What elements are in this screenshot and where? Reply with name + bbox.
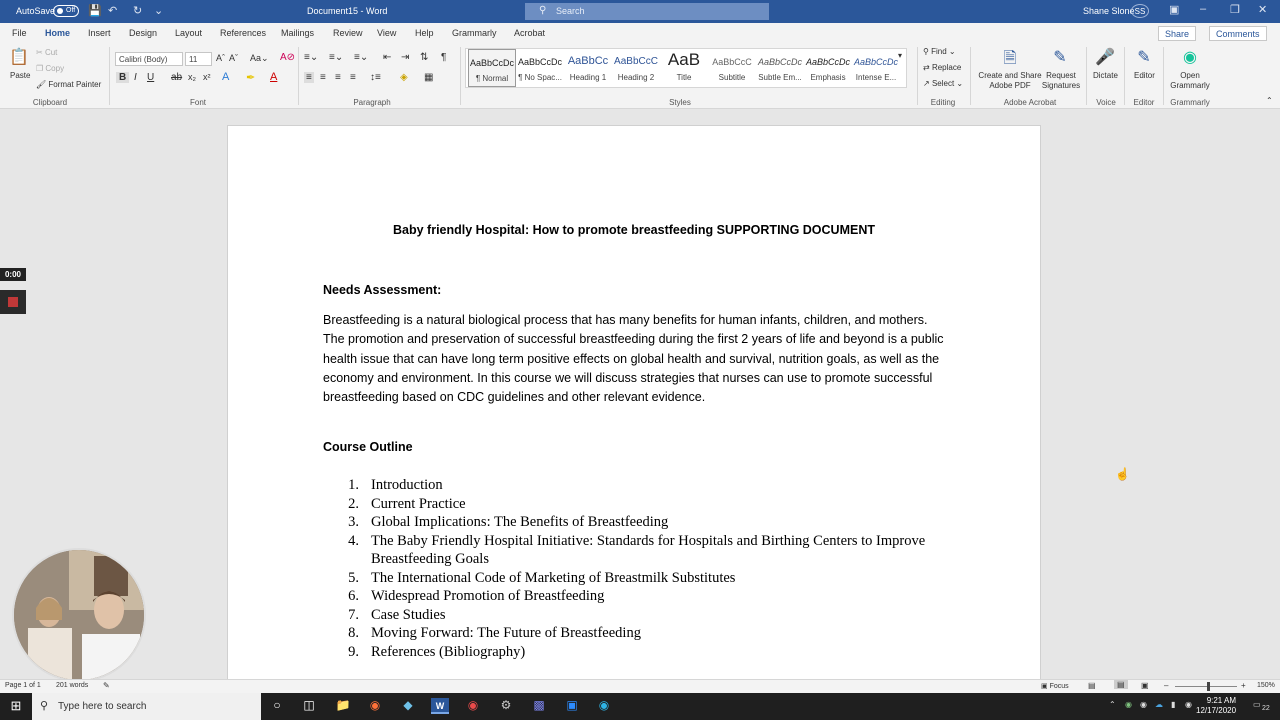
dictate-button[interactable]: Dictate — [1093, 71, 1118, 80]
style-name: Subtitle — [718, 73, 746, 82]
zoom-out-icon[interactable]: – — [1164, 681, 1169, 690]
list-number: 1. — [348, 477, 359, 493]
list-text: The International Code of Marketing of Breastmilk Substitutes — [371, 569, 736, 586]
shrink-font-icon[interactable]: Aˇ — [229, 53, 238, 63]
replace-label: Replace — [931, 63, 962, 72]
tab-layout[interactable]: Layout — [175, 28, 203, 38]
close-icon[interactable]: ✕ — [1258, 4, 1268, 16]
divider — [460, 47, 461, 105]
read-mode-icon[interactable]: ▤ — [1088, 681, 1096, 690]
webcam-overlay — [12, 548, 146, 682]
shading-icon[interactable]: ◈ — [400, 72, 408, 83]
align-left-icon[interactable]: ≡ — [306, 72, 312, 83]
focus-label: Focus — [1049, 683, 1069, 690]
document-heading: Baby friendly Hospital: How to promote breastfeeding SUPPORTING DOCUMENT — [393, 223, 875, 237]
list-item — [339, 532, 939, 569]
multilevel-list-icon[interactable]: ≡⌄ — [354, 52, 369, 63]
style-name: Heading 1 — [569, 73, 607, 82]
user-name[interactable]: Shane Slone — [1083, 6, 1135, 16]
zoom-level[interactable]: 150% — [1257, 682, 1275, 689]
settings-icon[interactable]: ⚙ — [500, 698, 512, 712]
page-count[interactable]: Page 1 of 1 — [5, 682, 41, 689]
microphone-icon[interactable]: 🎤 — [1095, 49, 1115, 66]
app-icon[interactable]: ◆ — [403, 698, 413, 712]
list-text: Widespread Promotion of Breastfeeding — [371, 588, 605, 604]
list-number: 8. — [348, 625, 359, 641]
editor-button[interactable]: Editor — [1134, 71, 1155, 80]
divider — [1086, 47, 1087, 105]
taskbar-search-placeholder: Type here to search — [58, 701, 147, 712]
word-icon[interactable]: W — [431, 698, 449, 714]
style-subtitle[interactable] — [708, 49, 756, 87]
justify-icon[interactable]: ≡ — [350, 72, 356, 83]
autosave-label: AutoSave — [16, 6, 56, 16]
tab-references[interactable]: References — [220, 28, 267, 38]
grammarly-icon[interactable]: ◉ — [1183, 49, 1197, 66]
list-item — [339, 495, 939, 514]
voice-group-label: Voice — [1096, 98, 1116, 107]
editing-group-label: Editing — [930, 98, 956, 107]
tab-grammarly[interactable]: Grammarly — [452, 28, 497, 38]
acrobat-group-label: Adobe Acrobat — [1003, 98, 1057, 107]
style-subtle-emphasis[interactable] — [756, 49, 804, 87]
style-heading-1[interactable] — [564, 49, 612, 87]
zoom-in-icon[interactable]: + — [1241, 681, 1246, 690]
show-marks-icon[interactable]: ¶ — [441, 52, 447, 63]
list-text: Global Implications: The Benefits of Breastfeeding — [371, 514, 669, 530]
tab-design[interactable]: Design — [129, 28, 158, 38]
zoom-slider[interactable] — [1175, 686, 1237, 687]
mouse-cursor-icon: ☝ — [1115, 467, 1130, 481]
increase-indent-icon[interactable]: ⇥ — [401, 52, 410, 63]
tab-mailings[interactable]: Mailings — [281, 28, 315, 38]
decrease-indent-icon[interactable]: ⇤ — [383, 52, 392, 63]
paragraph-group-label: Paragraph — [353, 98, 391, 107]
tray-app-icon[interactable]: ◉ — [1125, 700, 1132, 709]
style-name: ¶ No Spac... — [518, 73, 562, 82]
font-name-box[interactable]: Calibri (Body) — [115, 52, 183, 66]
list-text: References (Bibliography) — [371, 643, 526, 660]
title-bar — [0, 0, 1280, 23]
grammarly-group-label: Grammarly — [1170, 98, 1210, 107]
divider — [917, 47, 918, 105]
proofing-icon[interactable]: ✎ — [103, 681, 110, 690]
request-signatures-icon[interactable]: ✎ — [1053, 49, 1067, 66]
status-bar — [0, 679, 1280, 693]
divider — [109, 47, 110, 105]
course-outline-list — [339, 476, 939, 661]
clipboard-group-label: Clipboard — [32, 98, 68, 107]
align-center-icon[interactable]: ≡ — [320, 72, 326, 83]
autosave-toggle[interactable]: Off — [53, 5, 79, 17]
list-number: 5. — [348, 569, 359, 586]
minimize-icon[interactable]: – — [1200, 3, 1207, 15]
taskbar-clock[interactable] — [1196, 696, 1236, 716]
styles-group-label: Styles — [669, 98, 691, 107]
paste-button[interactable]: Paste — [10, 71, 31, 80]
superscript-icon[interactable]: x² — [203, 72, 211, 82]
web-layout-icon[interactable]: ▣ — [1141, 681, 1149, 690]
editor-icon[interactable]: ✎ — [1137, 49, 1151, 66]
comments-button[interactable]: Comments — [1209, 26, 1267, 41]
strikethrough-icon[interactable]: ab — [171, 72, 183, 83]
print-layout-icon[interactable]: ▤ — [1114, 680, 1128, 689]
ribbon — [0, 43, 1280, 109]
styles-more-icon[interactable]: ▾ — [898, 51, 903, 60]
style-name: Subtle Em... — [758, 73, 802, 82]
style-name: Emphasis — [810, 73, 846, 82]
divider — [1124, 47, 1125, 105]
divider — [970, 47, 971, 105]
needs-assessment-body: Breastfeeding is a natural biological process that has many benefits for human infants, children, and mothers. The promotion and preservation of successful breastfeeding during the first 2 years of life and beyond is a public health issue that can have long term positive effects on global health and survival, nutrition goals, as well as the economy and environment. In this course we will discuss strategies that nurses can use to promote successful breastfeeding based on CDC guidelines and other relevant evidence. — [323, 313, 944, 405]
list-item — [339, 624, 939, 643]
highlight-icon[interactable]: ✒ — [246, 72, 256, 84]
italic-icon[interactable]: I — [134, 72, 137, 83]
save-icon[interactable]: 💾 — [88, 5, 102, 17]
list-item — [339, 643, 939, 662]
taskbar — [0, 693, 1280, 720]
style-preview: AaBbCcC — [712, 57, 752, 67]
style-name: Heading 2 — [617, 73, 655, 82]
style-preview: AaBbCcDc — [853, 57, 898, 67]
styles-gallery — [465, 48, 907, 88]
cut-button[interactable]: ✂ Cut — [36, 48, 58, 57]
align-right-icon[interactable]: ≡ — [335, 72, 341, 83]
onedrive-icon[interactable]: ☁ — [1155, 700, 1163, 709]
search-icon: ⚲ — [40, 700, 49, 712]
list-text: Introduction — [371, 477, 443, 493]
sort-icon[interactable]: ⇅ — [420, 52, 429, 63]
font-group-label: Font — [189, 98, 206, 107]
create-pdf-icon[interactable]: 🗎 — [1003, 50, 1017, 67]
list-number: 3. — [348, 514, 359, 530]
clear-formatting-icon[interactable]: A⊘ — [280, 52, 296, 63]
style-preview: AaBbCcDc — [805, 57, 850, 67]
course-outline-title: Course Outline — [323, 440, 413, 454]
tab-insert[interactable]: Insert — [88, 28, 111, 38]
style-emphasis[interactable] — [804, 49, 852, 87]
record-button[interactable] — [0, 290, 26, 314]
font-color-icon[interactable]: A — [270, 71, 278, 83]
chrome-icon[interactable]: ◉ — [467, 698, 479, 712]
list-number: 2. — [348, 495, 359, 512]
editor-group-label: Editor — [1133, 98, 1155, 107]
restore-icon[interactable]: ❐ — [1230, 4, 1240, 16]
search-placeholder: Search — [556, 6, 585, 16]
copy-label: Copy — [45, 64, 65, 73]
firefox-icon[interactable]: ◉ — [369, 698, 381, 712]
tab-help[interactable]: Help — [415, 28, 434, 38]
focus-button[interactable]: ▣ Focus — [1041, 683, 1069, 690]
tab-file[interactable]: File — [12, 28, 27, 38]
taskbar-search[interactable] — [32, 693, 261, 720]
cortana-icon[interactable]: ○ — [273, 698, 281, 712]
edge-icon[interactable]: ◉ — [598, 698, 610, 712]
font-size-box[interactable]: 11 — [185, 52, 212, 66]
borders-icon[interactable]: ▦ — [424, 72, 434, 83]
list-text: Case Studies — [371, 606, 446, 623]
avatar[interactable]: SS — [1131, 4, 1149, 18]
zoom-icon[interactable]: ▣ — [566, 698, 578, 712]
list-text: Current Practice — [371, 495, 466, 512]
list-number: 6. — [348, 588, 359, 604]
divider — [1163, 47, 1164, 105]
ribbon-tabs — [0, 23, 1280, 43]
style-preview: AaBbCcDc — [469, 58, 514, 68]
notification-icon[interactable]: ▭ — [1253, 700, 1261, 709]
webcam-image — [14, 550, 146, 682]
customize-qat-icon[interactable]: ⌄ — [154, 5, 164, 17]
style-preview: AaB — [667, 50, 701, 69]
list-number: 9. — [348, 643, 359, 660]
open-grammarly-button[interactable]: Open Grammarly — [1170, 71, 1210, 90]
windows-start-icon[interactable]: ⊞ — [10, 698, 22, 713]
find-button[interactable]: ⚲ Find ⌄ — [923, 47, 956, 56]
copy-button[interactable]: ❐ Copy — [36, 64, 65, 73]
notification-count: 22 — [1262, 705, 1270, 712]
create-share-pdf-button[interactable]: Create and Share Adobe PDF — [978, 71, 1042, 90]
search-icon: ⚲ — [539, 5, 547, 16]
find-label: Find — [931, 47, 947, 56]
undo-icon[interactable]: ↶ — [108, 5, 118, 17]
style-name: Title — [676, 73, 692, 82]
list-item — [339, 513, 939, 532]
clock-time: 9:21 AM — [1206, 696, 1237, 705]
list-text: The Baby Friendly Hospital Initiative: Standards for Hospitals and Birthing Centers to Improve Breastfeeding Goals — [371, 532, 926, 567]
battery-icon[interactable]: ▮ — [1171, 700, 1176, 709]
file-explorer-icon[interactable]: 📁 — [335, 698, 351, 712]
underline-icon[interactable]: U — [147, 72, 155, 83]
numbering-icon[interactable]: ≡⌄ — [329, 52, 344, 63]
list-number: 7. — [348, 606, 359, 623]
tray-expand-icon[interactable]: ⌃ — [1109, 700, 1116, 709]
change-case-icon[interactable]: Aa⌄ — [250, 53, 269, 63]
task-view-icon[interactable]: ◫ — [303, 698, 315, 712]
style-intense-emphasis[interactable] — [852, 49, 903, 87]
tab-acrobat[interactable]: Acrobat — [514, 28, 546, 38]
bullets-icon[interactable]: ≡⌄ — [304, 52, 319, 63]
text-effects-icon[interactable]: A — [222, 71, 230, 83]
needs-assessment-title: Needs Assessment: — [323, 283, 442, 297]
style-title[interactable] — [660, 49, 708, 87]
subscript-icon[interactable]: x₂ — [188, 72, 196, 82]
line-spacing-icon[interactable]: ↕≡ — [370, 72, 381, 83]
clock-date: 12/17/2020 — [1196, 706, 1237, 715]
cut-label: Cut — [44, 48, 58, 57]
tab-review[interactable]: Review — [333, 28, 363, 38]
style-normal[interactable] — [468, 49, 516, 87]
style-preview: AaBbCcDc — [757, 57, 802, 67]
tab-view[interactable]: View — [377, 28, 397, 38]
document-title: Document15 - Word — [307, 6, 388, 16]
format-painter-button[interactable]: 🖌 Format Painter — [36, 80, 102, 89]
style-preview: AaBbCcDc — [517, 57, 562, 67]
teams-icon[interactable]: ▩ — [533, 698, 545, 712]
list-item — [339, 569, 939, 588]
word-count[interactable]: 201 words — [56, 682, 89, 689]
divider — [298, 47, 299, 105]
document-page[interactable] — [227, 125, 1041, 679]
style-name: Intense E... — [855, 73, 897, 82]
request-signatures-button[interactable]: Request Signatures — [1041, 71, 1081, 90]
paste-icon[interactable]: 📋 — [9, 49, 29, 66]
replace-button[interactable]: ⇄ Replace — [923, 63, 962, 72]
style-preview: AaBbCc — [567, 55, 609, 67]
list-text: Moving Forward: The Future of Breastfeeding — [371, 625, 641, 641]
recording-timer: 0:00 — [0, 268, 26, 281]
grow-font-icon[interactable]: Aˆ — [216, 53, 225, 63]
list-item — [339, 476, 939, 495]
redo-icon[interactable]: ↻ — [133, 5, 143, 17]
list-number: 4. — [348, 532, 359, 549]
select-label: Select — [931, 79, 955, 88]
list-item — [339, 587, 939, 606]
style-name: ¶ Normal — [475, 74, 509, 83]
search-box[interactable] — [525, 3, 769, 20]
tray-app-icon[interactable]: ◉ — [1140, 700, 1147, 709]
style-heading-2[interactable] — [612, 49, 660, 87]
style-preview: AaBbCcC — [614, 56, 658, 67]
tab-home[interactable]: Home — [45, 28, 71, 38]
format-painter-label: Format Painter — [48, 80, 102, 89]
ribbon-display-icon[interactable]: ▣ — [1169, 4, 1180, 16]
list-item — [339, 606, 939, 625]
document-workspace — [0, 110, 1280, 679]
zoom-slider-thumb[interactable] — [1207, 682, 1210, 691]
collapse-ribbon-icon[interactable]: ⌃ — [1266, 96, 1273, 105]
network-icon[interactable]: ◉ — [1185, 700, 1192, 709]
select-button[interactable]: ↗ Select ⌄ — [923, 79, 964, 88]
style-no-spacing[interactable] — [516, 49, 564, 87]
share-button[interactable]: Share — [1158, 26, 1196, 41]
bold-icon[interactable]: B — [116, 72, 129, 83]
